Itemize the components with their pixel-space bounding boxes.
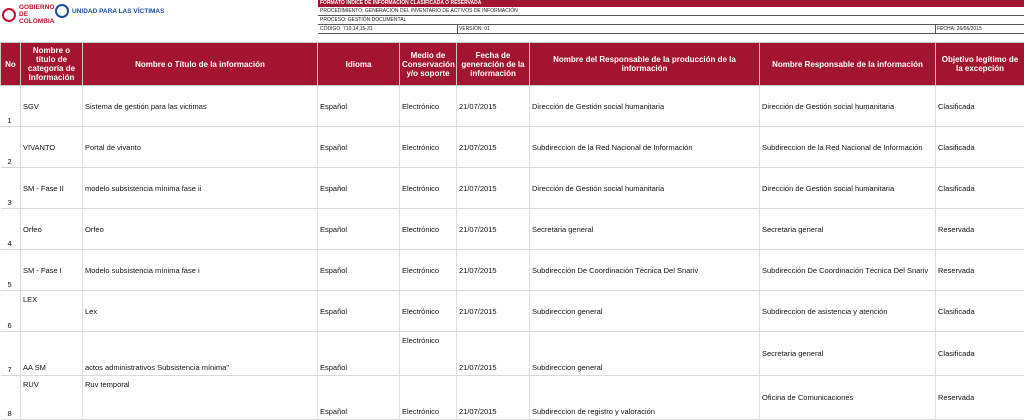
table-row[interactable] <box>1 332 1024 376</box>
table-header-row <box>1 43 1024 86</box>
unidad-victimas-logo-text: UNIDAD PARA LAS VÍCTIMAS <box>72 8 164 15</box>
cell-titulo[interactable]: actos administrativos Subsistencia mínima" <box>83 332 318 376</box>
cell-no[interactable]: 6 <box>1 291 21 332</box>
table-row[interactable] <box>1 86 1024 127</box>
gobierno-logo <box>2 4 59 25</box>
cell-no[interactable]: 5 <box>1 250 21 291</box>
cell-objetivo[interactable]: Clasificada <box>936 86 1024 127</box>
cell-no[interactable]: 2 <box>1 127 21 168</box>
cell-responsable[interactable]: Subdirección De Coordinación Técnica Del Snariv <box>760 250 936 291</box>
cell-medio[interactable]: Electrónico <box>400 376 457 420</box>
cell-medio[interactable]: Electrónico <box>400 209 457 250</box>
cell-responsable[interactable]: Dirección de Gestión social humanitaria <box>760 86 936 127</box>
cell-no[interactable]: 3 <box>1 168 21 209</box>
logo-area <box>0 0 318 36</box>
cell-no[interactable]: 7 <box>1 332 21 376</box>
cell-objetivo[interactable]: Clasificada <box>936 332 1024 376</box>
cell-medio[interactable]: Electrónico <box>400 168 457 209</box>
cell-productor[interactable]: Subdireccion general <box>530 332 760 376</box>
cell-responsable[interactable]: Oficina de Comunicaciones <box>760 376 936 420</box>
cell-medio[interactable]: Electrónico <box>400 127 457 168</box>
codigo-row <box>318 25 1024 34</box>
cell-productor[interactable]: Subdirección De Coordinación Técnica Del Snariv <box>530 250 760 291</box>
gobierno-logo-text: GOBIERNO DE COLOMBIA <box>19 4 59 25</box>
col-header-titulo[interactable]: Nombre o Título de la información <box>83 43 318 86</box>
version-text: VERSIÓN: 01 <box>459 25 490 34</box>
cell-fecha[interactable]: 21/07/2015 <box>457 168 530 209</box>
col-header-no[interactable]: No <box>1 43 21 86</box>
cell-productor[interactable]: Subdireccion de la Red Nacional de Información <box>530 127 760 168</box>
cell-titulo[interactable]: Orfeo <box>83 209 318 250</box>
cell-productor[interactable]: Subdireccion de registro y valoración <box>530 376 760 420</box>
form-title-band <box>318 0 1024 7</box>
divider <box>935 25 936 34</box>
cell-categoria[interactable]: RUV <box>21 376 83 420</box>
cell-fecha[interactable]: 21/07/2015 <box>457 291 530 332</box>
gobierno-logo-icon <box>2 8 16 22</box>
index-table <box>0 42 1024 420</box>
cell-categoria[interactable]: LEX <box>21 291 83 332</box>
seal-icon <box>55 4 69 18</box>
cell-responsable[interactable]: Secretaria general <box>760 332 936 376</box>
cell-idioma[interactable]: Español <box>318 86 400 127</box>
col-header-categoria[interactable]: Nombre o título de categoría de Información <box>21 43 83 86</box>
cell-fecha[interactable]: 21/07/2015 <box>457 332 530 376</box>
cell-fecha[interactable]: 21/07/2015 <box>457 127 530 168</box>
cell-idioma[interactable]: Español <box>318 127 400 168</box>
cell-titulo[interactable]: Modelo subsistencia mínima fase i <box>83 250 318 291</box>
cell-no[interactable]: 4 <box>1 209 21 250</box>
cell-titulo[interactable]: modelo subsistencia mínima fase ii <box>83 168 318 209</box>
cell-fecha[interactable]: 21/07/2015 <box>457 376 530 420</box>
cell-fecha[interactable]: 21/07/2015 <box>457 250 530 291</box>
cell-responsable[interactable]: Dirección de Gestión social humanitaria <box>760 168 936 209</box>
cell-objetivo[interactable]: Clasificada <box>936 127 1024 168</box>
cell-medio[interactable]: Electrónico <box>400 291 457 332</box>
proceso-row <box>318 16 1024 25</box>
col-header-medio[interactable]: Medio de Conservación y/o soporte <box>400 43 457 86</box>
table-row[interactable] <box>1 209 1024 250</box>
cell-productor[interactable]: Dirección de Gestión social humanitaria <box>530 86 760 127</box>
cell-medio[interactable]: Electrónico <box>400 250 457 291</box>
cell-productor[interactable]: Secretaria general <box>530 209 760 250</box>
cell-idioma[interactable]: Español <box>318 376 400 420</box>
unidad-victimas-logo <box>55 4 164 18</box>
cell-categoria[interactable]: SM - Fase I <box>21 250 83 291</box>
cell-fecha[interactable]: 21/07/2015 <box>457 209 530 250</box>
table-row[interactable] <box>1 291 1024 332</box>
col-header-productor[interactable]: Nombre del Responsable de la producción de la información <box>530 43 760 86</box>
cell-titulo[interactable]: Portal de vivanto <box>83 127 318 168</box>
procedimiento-text: PROCEDIMIENTO: GENERACIÓN DEL INVENTARIO DE ACTIVOS DE INFORMACIÓN <box>320 7 518 16</box>
cell-titulo[interactable]: Sistema de gestión para las victimas <box>83 86 318 127</box>
cell-responsable[interactable]: Secretaria general <box>760 209 936 250</box>
cell-titulo[interactable]: Lex <box>83 291 318 332</box>
cell-objetivo[interactable]: Clasificada <box>936 291 1024 332</box>
cell-no[interactable]: 1 <box>1 86 21 127</box>
cell-titulo[interactable]: Ruv temporal <box>83 376 318 420</box>
cell-productor[interactable]: Subdireccion general <box>530 291 760 332</box>
table-row[interactable] <box>1 376 1024 420</box>
col-header-responsable[interactable]: Nombre Responsable de la información <box>760 43 936 86</box>
form-title: FORMATO ÍNDICE DE INFORMACIÓN CLASIFICADA O RESERVADA <box>320 0 481 7</box>
cell-responsable[interactable]: Subdireccion de la Red Nacional de Información <box>760 127 936 168</box>
cell-idioma[interactable]: Español <box>318 291 400 332</box>
cell-idioma[interactable]: Español <box>318 209 400 250</box>
cell-fecha[interactable]: 21/07/2015 <box>457 86 530 127</box>
cell-objetivo[interactable]: Reservada <box>936 209 1024 250</box>
cell-categoria[interactable]: SGV <box>21 86 83 127</box>
table-row[interactable] <box>1 168 1024 209</box>
cell-categoria[interactable]: AA SM <box>21 332 83 376</box>
procedimiento-row <box>318 7 1024 16</box>
cell-objetivo[interactable]: Reservada <box>936 376 1024 420</box>
table-row[interactable] <box>1 250 1024 291</box>
cell-no[interactable]: 8 <box>1 376 21 420</box>
col-header-fecha[interactable]: Fecha de generación de la información <box>457 43 530 86</box>
codigo-text: CÓDIGO: 710,14,15-31 <box>320 25 373 34</box>
table-row[interactable] <box>1 127 1024 168</box>
cell-idioma[interactable]: Español <box>318 168 400 209</box>
col-header-idioma[interactable]: Idioma <box>318 43 400 86</box>
cell-objetivo[interactable]: Reservada <box>936 250 1024 291</box>
cell-idioma[interactable]: Español <box>318 250 400 291</box>
cell-medio[interactable]: Electrónico <box>400 86 457 127</box>
cell-productor[interactable]: Dirección de Gestión social humanitaria <box>530 168 760 209</box>
proceso-text: PROCESO: GESTIÓN DOCUMENTAL <box>320 16 406 25</box>
cell-categoria[interactable]: SM - Fase II <box>21 168 83 209</box>
cell-objetivo[interactable]: Clasificada <box>936 168 1024 209</box>
cell-responsable[interactable]: Subdireccion de asistencia y atención <box>760 291 936 332</box>
cell-medio[interactable]: Electrónico <box>400 332 457 376</box>
cell-categoria[interactable]: VIVANTO <box>21 127 83 168</box>
divider <box>457 25 458 34</box>
fecha-text: FECHA: 26/06/2015 <box>937 25 982 34</box>
col-header-objetivo[interactable]: Objetivo legítimo de la excepción <box>936 43 1024 86</box>
cell-idioma[interactable]: Español <box>318 332 400 376</box>
cell-categoria[interactable]: Orfeo <box>21 209 83 250</box>
